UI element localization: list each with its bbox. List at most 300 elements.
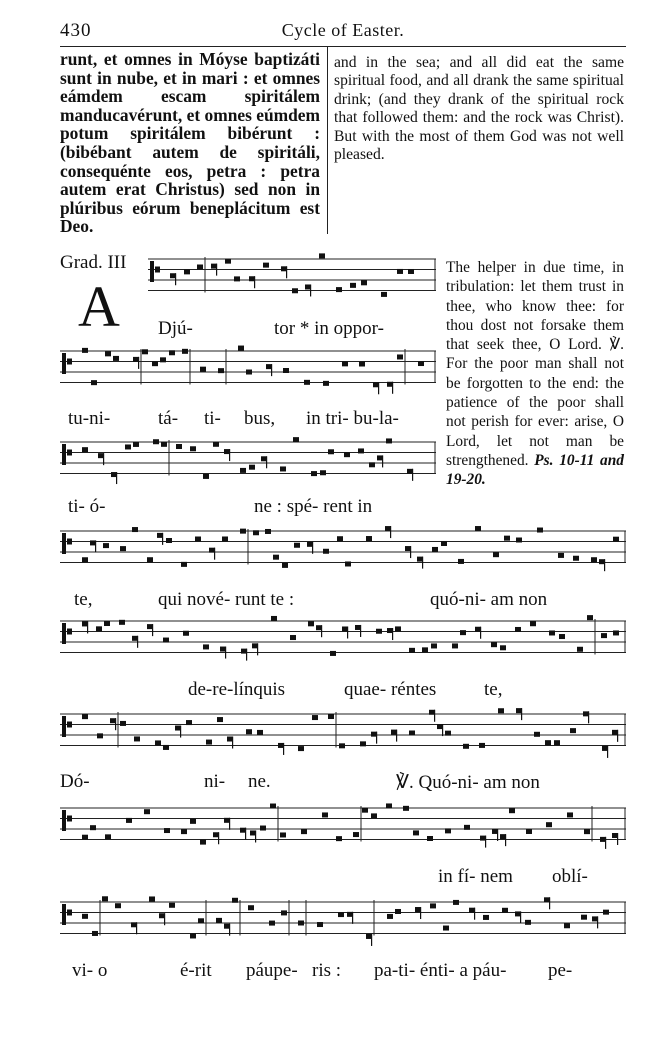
neume-note xyxy=(217,717,223,722)
neume-stem xyxy=(410,546,411,558)
neume-note xyxy=(397,269,403,274)
neume-note xyxy=(97,733,103,738)
clef xyxy=(67,450,72,456)
neume-note xyxy=(337,536,343,541)
neume-note xyxy=(283,368,289,373)
gradual-source: Ps. 10-11 and 19-20. xyxy=(446,451,624,489)
neume-note xyxy=(246,729,252,734)
neume-stem xyxy=(229,924,230,936)
neume-stem xyxy=(246,649,247,661)
neume-note xyxy=(371,813,377,818)
neume-note xyxy=(386,803,392,808)
neume-note xyxy=(216,918,222,923)
neume-stem xyxy=(138,357,139,369)
gradual-initial: A xyxy=(78,274,120,339)
neume-note xyxy=(409,648,415,653)
neume-stem xyxy=(390,526,391,538)
clef xyxy=(67,722,72,728)
neume-note xyxy=(182,349,188,354)
neume-note xyxy=(92,931,98,936)
lyric-1b: tor * in oppor- xyxy=(274,318,384,339)
neume-note xyxy=(493,552,499,557)
neume-note xyxy=(322,812,328,817)
neume-note xyxy=(336,287,342,292)
neume-note xyxy=(144,809,150,814)
neume-stem xyxy=(434,710,435,722)
neume-note xyxy=(500,645,506,650)
lyric-7b: oblí- xyxy=(552,866,588,887)
lyric-8f: pe- xyxy=(548,960,573,981)
neume-note xyxy=(483,915,489,920)
lyric-4b: qui nové- runt te : xyxy=(158,589,295,610)
neume-note xyxy=(526,829,532,834)
neume-stem xyxy=(422,557,423,569)
neume-note xyxy=(169,903,175,908)
lyric-4a: te, xyxy=(74,589,93,610)
neume-stem xyxy=(605,837,606,849)
neume-note xyxy=(409,731,415,736)
neume-note xyxy=(427,836,433,841)
lyric-8e: pa-ti- énti- a páu- xyxy=(374,960,507,981)
neume-stem xyxy=(216,264,217,276)
neume-stem xyxy=(136,922,137,934)
neume-note xyxy=(408,269,414,274)
neume-note xyxy=(564,923,570,928)
neume-stem xyxy=(604,559,605,571)
neume-stem xyxy=(485,836,486,848)
lyric-2d: bus, xyxy=(244,408,276,429)
lyric-7a: in fí- nem xyxy=(438,866,513,887)
neume-note xyxy=(134,736,140,741)
neume-stem xyxy=(162,533,163,545)
neume-note xyxy=(240,529,246,534)
neume-note xyxy=(345,561,351,566)
neume-stem xyxy=(115,718,116,730)
neume-note xyxy=(320,470,326,475)
neume-note xyxy=(361,280,367,285)
neume-note xyxy=(105,351,111,356)
neume-note xyxy=(463,744,469,749)
neume-note xyxy=(298,920,304,925)
neume-note xyxy=(225,259,231,264)
neume-note xyxy=(359,362,365,367)
neume-note xyxy=(234,276,240,281)
neume-stem xyxy=(420,907,421,919)
neume-note xyxy=(366,536,372,541)
neume-note xyxy=(460,630,466,635)
neume-note xyxy=(190,933,196,938)
neume-stem xyxy=(180,726,181,738)
clef xyxy=(62,353,66,374)
neume-note xyxy=(82,714,88,719)
neume-note xyxy=(104,621,110,626)
neume-note xyxy=(142,349,148,354)
neume-note xyxy=(115,903,121,908)
neume-stem xyxy=(225,647,226,659)
neume-note xyxy=(312,715,318,720)
neume-note xyxy=(82,914,88,919)
neume-stem xyxy=(164,913,165,925)
neume-note xyxy=(282,563,288,568)
neume-stem xyxy=(87,621,88,633)
neume-note xyxy=(549,630,555,635)
neume-note xyxy=(91,380,97,385)
neume-stem xyxy=(392,382,393,394)
neume-note xyxy=(464,825,470,830)
neume-note xyxy=(323,381,329,386)
neume-note xyxy=(601,633,607,638)
neume-note xyxy=(181,829,187,834)
neume-stem xyxy=(321,625,322,637)
neume-stem xyxy=(271,364,272,376)
neume-note xyxy=(82,447,88,452)
neume-note xyxy=(238,346,244,351)
neume-stem xyxy=(520,911,521,923)
lyric-1a: Djú- xyxy=(158,318,193,339)
neume-note xyxy=(119,620,125,625)
neume-note xyxy=(240,468,246,473)
neume-note xyxy=(200,840,206,845)
lyric-6a: Dó- xyxy=(60,771,90,792)
neume-note xyxy=(431,643,437,648)
neume-stem xyxy=(521,708,522,720)
lyric-2c: ti- xyxy=(204,408,221,429)
neume-note xyxy=(502,908,508,913)
neume-note xyxy=(102,896,108,901)
lyric-3b: ne : spé- rent in xyxy=(254,496,373,517)
neume-stem xyxy=(214,548,215,560)
neume-note xyxy=(113,356,119,361)
neume-stem xyxy=(347,626,348,638)
neume-note xyxy=(176,444,182,449)
neume-note xyxy=(369,462,375,467)
neume-stem xyxy=(254,276,255,288)
neume-note xyxy=(441,541,447,546)
clef xyxy=(62,904,66,925)
neume-stem xyxy=(378,382,379,394)
neume-note xyxy=(387,914,393,919)
neume-stem xyxy=(396,730,397,742)
neume-note xyxy=(319,253,325,258)
neume-note xyxy=(479,743,485,748)
neume-stem xyxy=(152,624,153,636)
clef xyxy=(150,261,154,282)
neume-note xyxy=(344,452,350,457)
neume-stem xyxy=(312,542,313,554)
neume-stem xyxy=(371,934,372,946)
neume-stem xyxy=(505,834,506,846)
neume-note xyxy=(152,361,158,366)
neume-note xyxy=(573,556,579,561)
neume-stem xyxy=(597,916,598,928)
lyric-6b: ni- xyxy=(204,771,226,792)
neume-note xyxy=(203,474,209,479)
neume-stem xyxy=(266,456,267,468)
neume-note xyxy=(198,918,204,923)
neume-note xyxy=(338,912,344,917)
neume-note xyxy=(271,616,277,621)
neume-stem xyxy=(255,830,256,842)
lyric-6d: ℣. Quó-ni- am non xyxy=(396,772,540,793)
neume-note xyxy=(190,819,196,824)
neume-note xyxy=(82,557,88,562)
neume-note xyxy=(422,647,428,652)
neume-note xyxy=(413,830,419,835)
neume-note xyxy=(534,732,540,737)
neume-note xyxy=(82,835,88,840)
neume-note xyxy=(163,638,169,643)
neume-stem xyxy=(588,711,589,723)
page-number: 430 xyxy=(60,20,92,41)
neume-note xyxy=(509,808,515,813)
clef xyxy=(62,810,66,831)
neume-note xyxy=(432,547,438,552)
neume-note xyxy=(360,741,366,746)
neume-note xyxy=(336,836,342,841)
clef xyxy=(67,629,72,635)
neume-note xyxy=(558,553,564,558)
neume-note xyxy=(153,439,159,444)
neume-note xyxy=(163,745,169,750)
neume-stem xyxy=(360,625,361,637)
neume-note xyxy=(166,538,172,543)
neume-note xyxy=(453,900,459,905)
clef xyxy=(67,816,72,822)
lyric-6c: ne. xyxy=(248,771,271,792)
neume-note xyxy=(181,562,187,567)
neume-note xyxy=(587,615,593,620)
neume-stem xyxy=(607,746,608,758)
neume-note xyxy=(298,746,304,751)
neume-note xyxy=(559,634,565,639)
neume-note xyxy=(530,621,536,626)
neume-note xyxy=(197,265,203,270)
neume-stem xyxy=(382,455,383,467)
neume-note xyxy=(358,448,364,453)
lyric-2a: tu-ni- xyxy=(68,408,111,429)
neume-note xyxy=(200,367,206,372)
lyric-4c: quó-ni- am non xyxy=(430,589,548,610)
epistle-english-text: and in the sea; and all did eat the same spiritual food, and all drank the same spiritual drink; (and they drank of the spiritual rock that followed them: and the rock was Christ). But with the most of them God was not well pleased. xyxy=(334,54,624,164)
neume-note xyxy=(246,370,252,375)
neume-note xyxy=(504,536,510,541)
neume-note xyxy=(577,647,583,652)
neume-note xyxy=(218,368,224,373)
neume-note xyxy=(516,537,522,542)
neume-stem xyxy=(376,732,377,744)
neume-note xyxy=(445,828,451,833)
clef xyxy=(67,539,72,545)
neume-note xyxy=(304,380,310,385)
neume-note xyxy=(132,527,138,532)
neume-note xyxy=(397,354,403,359)
neume-note xyxy=(311,471,317,476)
neume-stem xyxy=(617,833,618,845)
neume-note xyxy=(567,812,573,817)
neume-stem xyxy=(474,908,475,920)
neume-note xyxy=(260,826,266,831)
neume-stem xyxy=(310,284,311,296)
neume-note xyxy=(263,263,269,268)
neume-stem xyxy=(617,730,618,742)
neume-note xyxy=(249,465,255,470)
neume-note xyxy=(293,437,299,442)
neume-note xyxy=(203,644,209,649)
neume-note xyxy=(330,651,336,656)
neume-note xyxy=(452,643,458,648)
neume-note xyxy=(395,626,401,631)
neume-note xyxy=(257,730,263,735)
neume-note xyxy=(269,921,275,926)
neume-note xyxy=(125,444,131,449)
neume-note xyxy=(381,292,387,297)
neume-note xyxy=(328,449,334,454)
neume-note xyxy=(584,829,590,834)
lyric-2b: tá- xyxy=(158,408,179,429)
neume-stem xyxy=(175,273,176,285)
neume-stem xyxy=(229,818,230,830)
lyric-5b: quae- réntes xyxy=(344,679,437,700)
running-title: Cycle of Easter. xyxy=(281,20,405,40)
epistle-latin-text: runt, et omnes in Móyse baptizáti sunt in nube, et in mari : et omnes eámdem escam spiritálem manducavérunt, et omnes eúmdem potum spiritálem bibérunt : (bibébant autem de spiritáli, consequénte eos, petra : petra autem erat Christus) sed non in plúribus eórum beneplácitum est Deo. xyxy=(60,49,320,237)
lyric-3a: ti- ó- xyxy=(68,496,106,517)
neume-note xyxy=(186,720,192,725)
neume-note xyxy=(443,926,449,931)
neume-note xyxy=(147,557,153,562)
neume-stem xyxy=(283,743,284,755)
neume-note xyxy=(613,537,619,542)
neume-note xyxy=(126,818,132,823)
neume-note xyxy=(90,825,96,830)
neume-note xyxy=(280,466,286,471)
neume-note xyxy=(133,442,139,447)
neume-note xyxy=(290,635,296,640)
neume-note xyxy=(342,361,348,366)
neume-note xyxy=(155,740,161,745)
neume-note xyxy=(120,721,126,726)
lyric-8b: é-rit xyxy=(180,960,212,981)
neume-note xyxy=(248,905,254,910)
lyric-2e: in tri- bu-la- xyxy=(306,408,399,429)
neume-stem xyxy=(218,832,219,844)
clef xyxy=(155,267,160,273)
neume-note xyxy=(96,626,102,631)
neume-note xyxy=(270,804,276,809)
neume-note xyxy=(169,350,175,355)
clef xyxy=(62,444,66,465)
neume-note xyxy=(591,557,597,562)
neume-note xyxy=(445,731,451,736)
lyric-8a: vi- o xyxy=(72,960,108,981)
neume-note xyxy=(281,910,287,915)
neume-note xyxy=(430,903,436,908)
neume-note xyxy=(613,630,619,635)
neume-note xyxy=(458,559,464,564)
lyric-5c: te, xyxy=(484,679,503,700)
lyric-5a: de-re-línquis xyxy=(188,679,286,700)
neume-note xyxy=(353,832,359,837)
neume-note xyxy=(498,708,504,713)
neume-note xyxy=(253,530,259,535)
neume-note xyxy=(222,536,228,541)
neume-note xyxy=(525,920,531,925)
neume-note xyxy=(362,808,368,813)
lyric-8d: ris : xyxy=(312,960,342,981)
neume-note xyxy=(120,546,126,551)
gradual-label: Grad. III xyxy=(60,252,127,273)
neume-note xyxy=(183,631,189,636)
neume-note xyxy=(301,829,307,834)
neume-stem xyxy=(229,449,230,461)
neume-note xyxy=(265,529,271,534)
neume-note xyxy=(195,537,201,542)
neume-stem xyxy=(412,469,413,481)
neume-note xyxy=(280,832,286,837)
neume-stem xyxy=(103,453,104,465)
neume-note xyxy=(317,922,323,927)
neume-note xyxy=(515,627,521,632)
neume-note xyxy=(350,283,356,288)
neume-note xyxy=(190,446,196,451)
neume-stem xyxy=(549,897,550,909)
neume-note xyxy=(491,642,497,647)
neume-stem xyxy=(442,724,443,736)
neume-note xyxy=(603,910,609,915)
clef xyxy=(67,910,72,916)
clef xyxy=(62,716,66,737)
neume-note xyxy=(292,288,298,293)
neume-stem xyxy=(245,828,246,840)
neume-note xyxy=(570,728,576,733)
clef xyxy=(62,623,66,644)
neume-stem xyxy=(232,737,233,749)
neume-note xyxy=(160,357,166,362)
neume-stem xyxy=(497,829,498,841)
neume-note xyxy=(376,629,382,634)
clef xyxy=(67,359,72,365)
clef xyxy=(62,533,66,554)
neume-stem xyxy=(392,628,393,640)
neume-note xyxy=(294,543,300,548)
neume-note xyxy=(546,822,552,827)
neume-note xyxy=(213,442,219,447)
neume-stem xyxy=(116,472,117,484)
neume-note xyxy=(82,348,88,353)
neume-note xyxy=(184,269,190,274)
neume-stem xyxy=(286,266,287,278)
neume-note xyxy=(103,543,109,548)
gradual-translation-text: The helper in due time, in tribulation: let them trust in thee, who know thee: for thou dost not forsake them that seek thee, O Lord. ℣. For the poor man shall not be forgotten to the end: the patience of the poor shall not perish for ever: arise, O Lord, let not man be strengthened. xyxy=(446,259,624,469)
neume-note xyxy=(164,828,170,833)
neume-note xyxy=(206,740,212,745)
neume-stem xyxy=(137,636,138,648)
neume-note xyxy=(232,898,238,903)
neume-stem xyxy=(95,540,96,552)
neume-note xyxy=(537,528,543,533)
neume-note xyxy=(403,806,409,811)
neume-note xyxy=(554,740,560,745)
neume-note xyxy=(161,442,167,447)
neume-stem xyxy=(480,627,481,639)
neume-note xyxy=(475,526,481,531)
neume-note xyxy=(328,714,334,719)
neume-note xyxy=(308,621,314,626)
neume-note xyxy=(386,438,392,443)
neume-note xyxy=(395,909,401,914)
neume-stem xyxy=(352,912,353,924)
neume-note xyxy=(149,896,155,901)
neume-note xyxy=(545,740,551,745)
